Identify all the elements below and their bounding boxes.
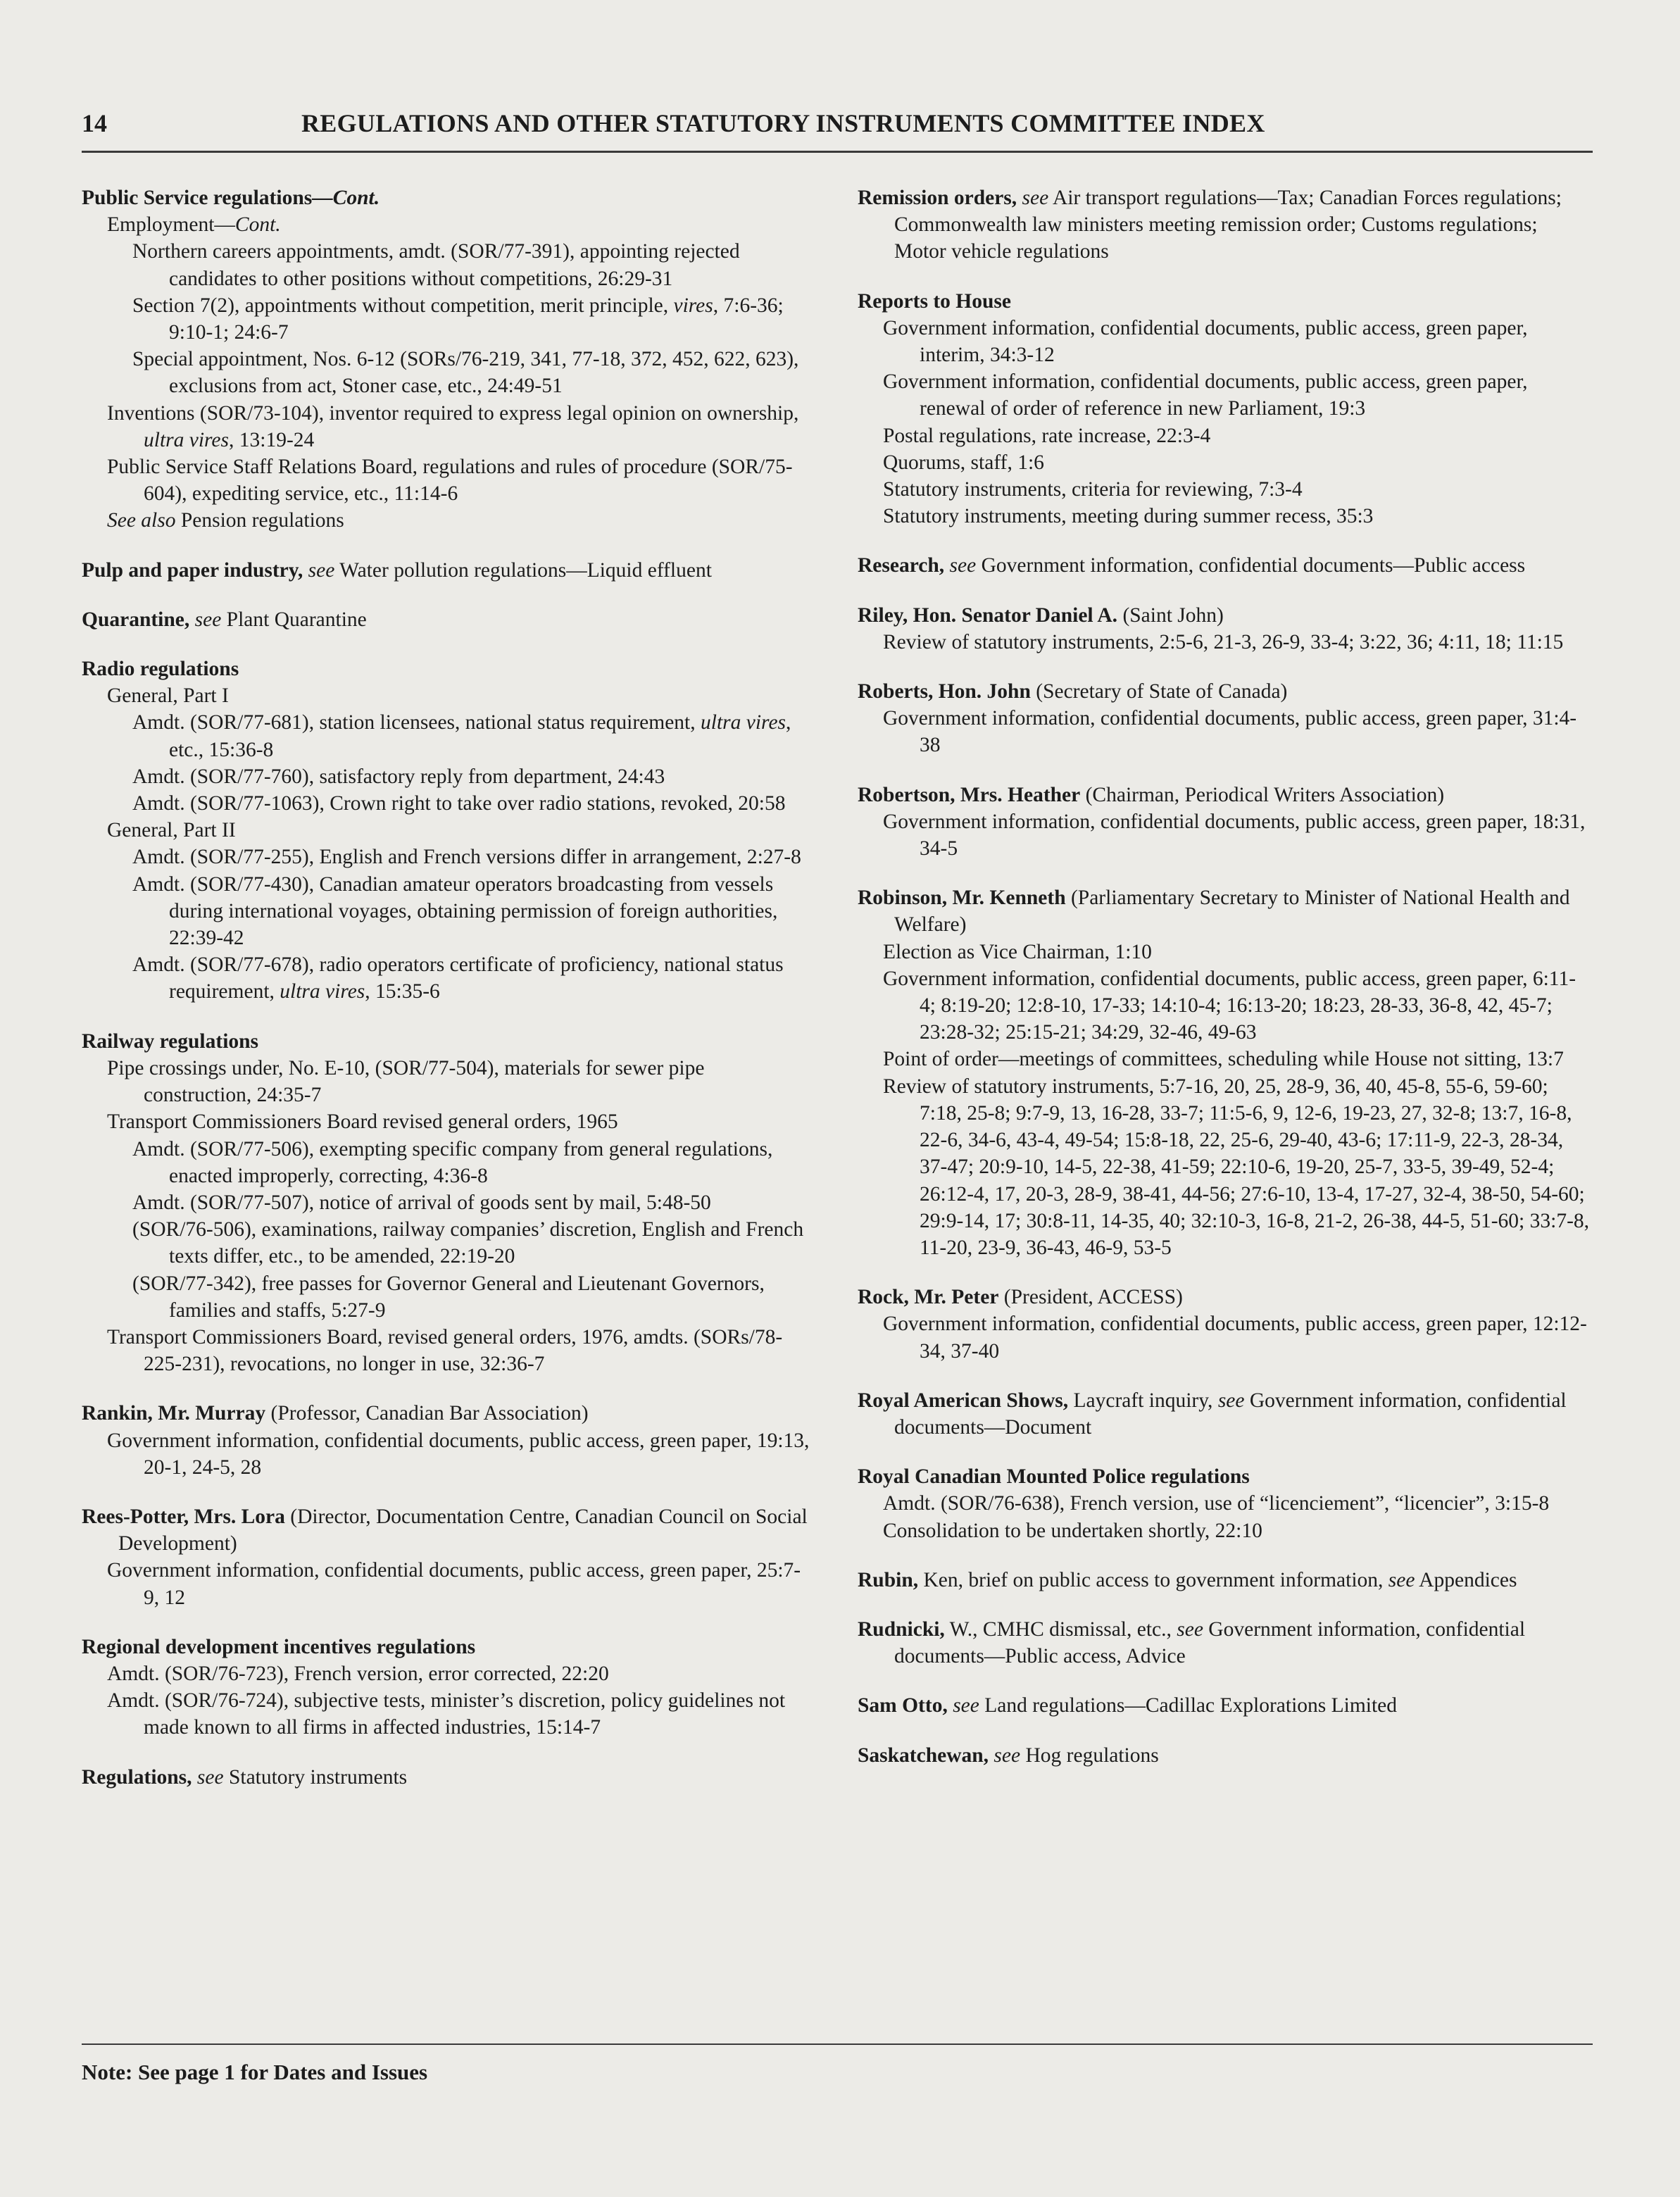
entry-text: Government information, confidential documents—Public access, Advice [894, 1617, 1526, 1668]
entry-subentry-line [883, 1517, 1590, 1544]
index-entry [858, 884, 1590, 1261]
entry-text: Amdt. (SOR/77-507), notice of arrival of goods sent by mail, 5:48-50 [132, 1191, 711, 1214]
entry-subentry-line [132, 1270, 814, 1324]
see-reference-label: see [194, 608, 222, 631]
entry-subentry-line [107, 1427, 814, 1481]
entry-subentry-line [883, 503, 1590, 530]
entry-text: Point of order—meetings of committees, scheduling while House not sitting, 13:7 [883, 1048, 1564, 1071]
entry-subentry-line [107, 211, 814, 238]
entry-heading-line [82, 606, 814, 633]
entry-text: Government information, confidential documents, public access, green paper, 18:31, 34-5 [883, 810, 1586, 860]
entry-heading-line [858, 1692, 1590, 1719]
entry-text: General, Part I [107, 684, 229, 708]
entry-subentry-line [883, 1490, 1590, 1517]
running-head-title: REGULATIONS AND OTHER STATUTORY INSTRUMENTS COMMITTEE INDEX [301, 109, 1265, 137]
entry-subentry-line [883, 1073, 1590, 1261]
italic-term: ultra vires [144, 428, 229, 451]
entry-subentry-line [132, 1189, 814, 1216]
entry-text: Land regulations—Cadillac Explorations Limited [979, 1694, 1398, 1717]
entry-text: Employment— [107, 213, 235, 237]
entry-heading: Railway regulations [82, 1029, 259, 1053]
entry-heading: Public Service regulations [82, 187, 313, 209]
index-entry [858, 552, 1590, 579]
entry-heading: Robinson, Mr. Kenneth [858, 887, 1066, 910]
entry-heading-line [858, 184, 1590, 265]
entry-text: Amdt. (SOR/77-1063), Crown right to take over radio stations, revoked, 20:58 [132, 792, 786, 815]
continued-label: —Cont. [312, 187, 380, 209]
entry-heading-line [858, 602, 1590, 629]
entry-subentry-line [132, 346, 814, 399]
entry-heading-line [82, 1028, 814, 1055]
entry-subentry-line [883, 1046, 1590, 1072]
entry-subentry-line [132, 871, 814, 952]
entry-text: Pension regulations [175, 509, 344, 532]
entry-text: Government information, confidential documents, public access, green paper, 31:4-38 [883, 707, 1577, 757]
entry-text: (SOR/77-342), free passes for Governor General and Lieutenant Governors, families and staffs, 5:27-9 [132, 1272, 765, 1322]
entry-subentry-line [883, 368, 1590, 422]
entry-subentry-line [107, 1324, 814, 1377]
entry-heading-line [82, 656, 814, 682]
entry-text: (Director, Documentation Centre, Canadian Council on Social Development) [118, 1505, 808, 1556]
entry-heading: Research, [858, 554, 945, 577]
entry-heading-line [82, 1764, 814, 1791]
entry-text: Air transport regulations—Tax; Canadian Forces regulations; Commonwealth law ministers meeting remission order; Customs regulations; Motor vehicle regulations [894, 187, 1562, 263]
entry-subentry-line [107, 817, 814, 844]
entry-subentry-line [107, 400, 814, 453]
entry-subentry-line [883, 315, 1590, 368]
see-reference-label: see [949, 554, 977, 577]
index-entry [82, 656, 814, 1006]
entry-text: Pipe crossings under, No. E-10, (SOR/77-504), materials for sewer pipe construction, 24:35-7 [107, 1056, 705, 1107]
entry-text: Transport Commissioners Board revised general orders, 1965 [107, 1110, 618, 1134]
entry-subentry-line [107, 453, 814, 507]
entry-heading-line [858, 1616, 1590, 1670]
entry-text: Government information, confidential documents—Document [894, 1389, 1567, 1439]
entry-text: , 13:19-24 [229, 428, 315, 451]
entry-text: (Parliamentary Secretary to Minister of National Health and Welfare) [894, 887, 1570, 937]
entry-text: (Chairman, Periodical Writers Association) [1080, 783, 1445, 806]
entry-subentry-line [883, 476, 1590, 503]
entry-text: Government information, confidential documents—Public access [976, 554, 1526, 577]
entry-text: Government information, confidential documents, public access, green paper, interim, 34:3-12 [883, 316, 1528, 367]
page-header [82, 108, 1593, 153]
entry-text: Election as Vice Chairman, 1:10 [883, 940, 1152, 963]
index-entry [82, 606, 814, 633]
entry-text: , 7:6-36; 9:10-1; 24:6-7 [169, 294, 784, 344]
entry-text: (Secretary of State of Canada) [1030, 680, 1288, 703]
entry-subentry-line [107, 1660, 814, 1687]
index-entry [858, 184, 1590, 265]
entry-subentry-line [883, 808, 1590, 862]
entry-heading: Royal American Shows, [858, 1389, 1069, 1412]
index-entry [82, 1400, 814, 1481]
index-entry [858, 602, 1590, 656]
entry-text: Amdt. (SOR/77-760), satisfactory reply from department, 24:43 [132, 765, 665, 788]
entry-heading-line [858, 1742, 1590, 1769]
entry-text: Government information, confidential documents, public access, green paper, 12:12-34, 37-40 [883, 1313, 1587, 1363]
index-entry [82, 1764, 814, 1791]
entry-heading: Pulp and paper industry, [82, 558, 303, 582]
entry-heading-line [82, 557, 814, 584]
entry-subentry-line [107, 1055, 814, 1108]
entry-text: Consolidation to be undertaken shortly, 22:10 [883, 1519, 1262, 1542]
entry-subentry-line [132, 763, 814, 790]
entry-heading-line [82, 1503, 814, 1557]
entry-heading: Riley, Hon. Senator Daniel A. [858, 603, 1118, 627]
entry-text: Statutory instruments, criteria for reviewing, 7:3-4 [883, 478, 1303, 501]
entry-subentry-line [132, 292, 814, 346]
entry-heading: Rees-Potter, Mrs. Lora [82, 1505, 285, 1528]
entry-heading: Rankin, Mr. Murray [82, 1402, 266, 1425]
entry-text: (President, ACCESS) [998, 1286, 1183, 1309]
entry-heading-line [858, 1387, 1590, 1441]
entry-subentry-line [107, 682, 814, 709]
entry-subentry-line [107, 1108, 814, 1135]
index-entry [82, 1028, 814, 1378]
entry-text: Statutory instruments, meeting during summer recess, 35:3 [883, 505, 1374, 528]
entry-heading: Regulations, [82, 1765, 192, 1789]
entry-subentry-line [883, 939, 1590, 965]
entry-text: Postal regulations, rate increase, 22:3-4 [883, 424, 1211, 447]
entry-text: Special appointment, Nos. 6-12 (SORs/76-219, 341, 77-18, 372, 452, 622, 623), exclusions from act, Stoner case, etc., 24:49-51 [132, 348, 799, 398]
entry-text: , 15:35-6 [365, 980, 440, 1003]
entry-text: Amdt. (SOR/76-724), subjective tests, minister’s discretion, policy guidelines not made known to all firms in affected industries, 15:14-7 [107, 1689, 786, 1739]
entry-heading-line [82, 184, 814, 211]
index-entry [858, 1692, 1590, 1719]
entry-text: Amdt. (SOR/77-430), Canadian amateur operators broadcasting from vessels during international voyages, obtaining permission of foreign authorities, 22:39-42 [132, 872, 778, 950]
entry-text: (Professor, Canadian Bar Association) [265, 1402, 589, 1425]
index-entry [82, 1634, 814, 1741]
see-reference-label: see [1388, 1568, 1415, 1591]
entry-subentry-line [132, 844, 814, 870]
entry-heading: Remission orders, [858, 187, 1017, 209]
footer-rule [82, 2043, 1593, 2045]
entry-text: Northern careers appointments, amdt. (SOR/77-391), appointing rejected candidates to other positions without competitions, 26:29-31 [132, 240, 740, 290]
cross-reference-label: See also [107, 509, 176, 532]
entry-text: Amdt. (SOR/76-723), French version, error corrected, 22:20 [107, 1662, 609, 1685]
index-entry [82, 184, 814, 534]
entry-text: Government information, confidential documents, public access, green paper, 25:7-9, 12 [107, 1559, 801, 1609]
entry-text: Ken, brief on public access to government information, [923, 1568, 1388, 1591]
see-reference-label: see [993, 1744, 1021, 1767]
entry-subentry-line [883, 1310, 1590, 1364]
entry-subentry-line [883, 423, 1590, 449]
entry-text: Amdt. (SOR/76-638), French version, use of “licenciement”, “licencier”, 3:15-8 [883, 1492, 1550, 1515]
entry-text: Hog regulations [1020, 1744, 1159, 1767]
entry-heading-line [858, 1284, 1590, 1310]
entry-text: , etc., 15:36-8 [169, 711, 791, 761]
entry-heading: Saskatchewan, [858, 1744, 989, 1767]
entry-heading: Radio regulations [82, 658, 239, 681]
index-column-left [82, 184, 814, 1813]
entry-subentry-line [883, 629, 1590, 656]
entry-heading-line [858, 1567, 1590, 1594]
entry-heading: Sam Otto, [858, 1694, 948, 1717]
index-column-right [858, 184, 1590, 1791]
entry-text: Quorums, staff, 1:6 [883, 451, 1044, 474]
entry-heading-line [858, 1463, 1590, 1490]
entry-subentry-line [883, 705, 1590, 758]
entry-text: Government information, confidential documents, public access, green paper, 19:13, 20-1, 24-5, 28 [107, 1429, 810, 1479]
entry-subentry-line [132, 951, 814, 1005]
entry-text: Plant Quarantine [221, 608, 367, 631]
entry-text: (Saint John) [1117, 603, 1224, 627]
index-entry [82, 557, 814, 584]
italic-term: ultra vires [701, 711, 786, 734]
italic-term: ultra vires [280, 980, 365, 1003]
entry-text: Section 7(2), appointments without competition, merit principle, [132, 294, 674, 317]
index-entry [858, 288, 1590, 530]
entry-heading-line [858, 884, 1590, 938]
entry-text: Transport Commissioners Board, revised general orders, 1976, amdts. (SORs/78-225-231), revocations, no longer in use, 32:36-7 [107, 1325, 783, 1376]
entry-text: (SOR/76-506), examinations, railway companies’ discretion, English and French texts differ, etc., to be amended, 22:19-20 [132, 1218, 804, 1268]
entry-text: W., CMHC dismissal, etc., [949, 1617, 1177, 1641]
index-entry [858, 678, 1590, 759]
index-entry [858, 1616, 1590, 1670]
italic-term: Cont. [234, 213, 281, 237]
entry-text: Amdt. (SOR/77-678), radio operators certificate of proficiency, national status requirement, [132, 953, 784, 1003]
entry-heading: Reports to House [858, 289, 1011, 313]
index-entry [858, 1742, 1590, 1769]
entry-text: Amdt. (SOR/77-506), exempting specific company from general regulations, enacted improperly, correcting, 4:36-8 [132, 1137, 773, 1187]
entry-subentry-line [132, 1136, 814, 1189]
see-reference-label: see [196, 1765, 224, 1789]
entry-heading: Quarantine, [82, 608, 190, 631]
entry-heading-line [82, 1634, 814, 1660]
entry-text: Government information, confidential documents, public access, green paper, 6:11-4; 8:19-20; 12:8-10, 17-33; 14:10-4; 16:13-20; 18:23, 28-33, 36-8, 42, 45-7; 23:28-32; 25:15-21; 34:29, 32-46, 49-63 [883, 967, 1576, 1044]
page-number: 14 [82, 109, 107, 137]
entry-heading-line [858, 678, 1590, 705]
entry-heading: Roberts, Hon. John [858, 680, 1031, 703]
entry-text: Amdt. (SOR/77-255), English and French versions differ in arrangement, 2:27-8 [132, 846, 801, 869]
entry-heading: Rock, Mr. Peter [858, 1286, 999, 1309]
entry-heading-line [858, 552, 1590, 579]
entry-subentry-line [132, 238, 814, 292]
entry-text: Government information, confidential documents, public access, green paper, renewal of order of reference in new Parliament, 19:3 [883, 370, 1528, 420]
entry-subentry-line [883, 449, 1590, 476]
entry-subentry-line [132, 709, 814, 763]
entry-text: Review of statutory instruments, 5:7-16, 20, 25, 28-9, 36, 40, 45-8, 55-6, 59-60; 7:18, 25-8; 9:7-9, 13, 16-28, 33-7; 11:5-6, 9, 12-6, 19-23, 27, 32-8; 13:7, 16-8, 22-6, 34-6, 43-4, 49-54; 15:8-18, 22, 25-6, 29-40, 43-6; 17:11-9, 22-3, 28-34, 37-47; 20:9-10, 14-5, 22-38, 41-59; 22:10-6, 19-20, 25-7, 33-5, 39-49, 52-4; 26:12-4, 17, 20-3, 28-9, 38-41, 44-56; 27:6-10, 13-4, 17-27, 32-4, 38-50, 54-60; 29:9-14, 17; 30:8-11, 14-35, 40; 32:10-3, 16-8, 21-2, 26-38, 44-5, 51-60; 33:7-8, 11-20, 23-9, 36-43, 46-9, 53-5 [883, 1075, 1590, 1259]
see-reference-label: see [1217, 1389, 1245, 1412]
index-entry [858, 1387, 1590, 1441]
entry-subentry-line [883, 965, 1590, 1046]
entry-text: Review of statutory instruments, 2:5-6, 21-3, 26-9, 33-4; 3:22, 36; 4:11, 18; 11:15 [883, 630, 1564, 653]
entry-subentry-line [107, 1687, 814, 1741]
entry-subentry-line [107, 507, 814, 534]
entry-text: Appendices [1415, 1568, 1517, 1591]
footer-note: Note: See page 1 for Dates and Issues [82, 2060, 428, 2084]
index-entry [82, 1503, 814, 1611]
index-entry [858, 1284, 1590, 1365]
italic-term: vires [673, 294, 713, 317]
entry-subentry-line [132, 790, 814, 817]
see-reference-label: see [1022, 187, 1049, 209]
entry-heading: Rubin, [858, 1568, 919, 1591]
entry-subentry-line [132, 1216, 814, 1270]
entry-text: Amdt. (SOR/77-681), station licensees, national status requirement, [132, 711, 701, 734]
see-reference-label: see [308, 558, 335, 582]
see-reference-label: see [1177, 1617, 1203, 1641]
entry-text: Public Service Staff Relations Board, regulations and rules of procedure (SOR/75-604), expediting service, etc., 11:14-6 [107, 456, 793, 506]
entry-heading: Regional development incentives regulations [82, 1635, 476, 1658]
index-entry [858, 1463, 1590, 1544]
entry-heading-line [858, 288, 1590, 315]
entry-text: Water pollution regulations—Liquid effluent [334, 558, 712, 582]
entry-heading: Royal Canadian Mounted Police regulations [858, 1465, 1250, 1489]
entry-heading-line [858, 782, 1590, 808]
entry-heading: Robertson, Mrs. Heather [858, 783, 1081, 806]
entry-text: Laycraft inquiry, [1073, 1389, 1218, 1412]
entry-heading: Rudnicki, [858, 1617, 945, 1641]
index-entry [858, 782, 1590, 863]
entry-subentry-line [107, 1557, 814, 1610]
entry-text: Inventions (SOR/73-104), inventor required to express legal opinion on ownership, [107, 401, 799, 425]
entry-heading-line [82, 1400, 814, 1427]
index-entry [858, 1567, 1590, 1594]
entry-text: General, Part II [107, 819, 236, 842]
see-reference-label: see [953, 1694, 979, 1717]
entry-text: Statutory instruments [223, 1765, 408, 1789]
